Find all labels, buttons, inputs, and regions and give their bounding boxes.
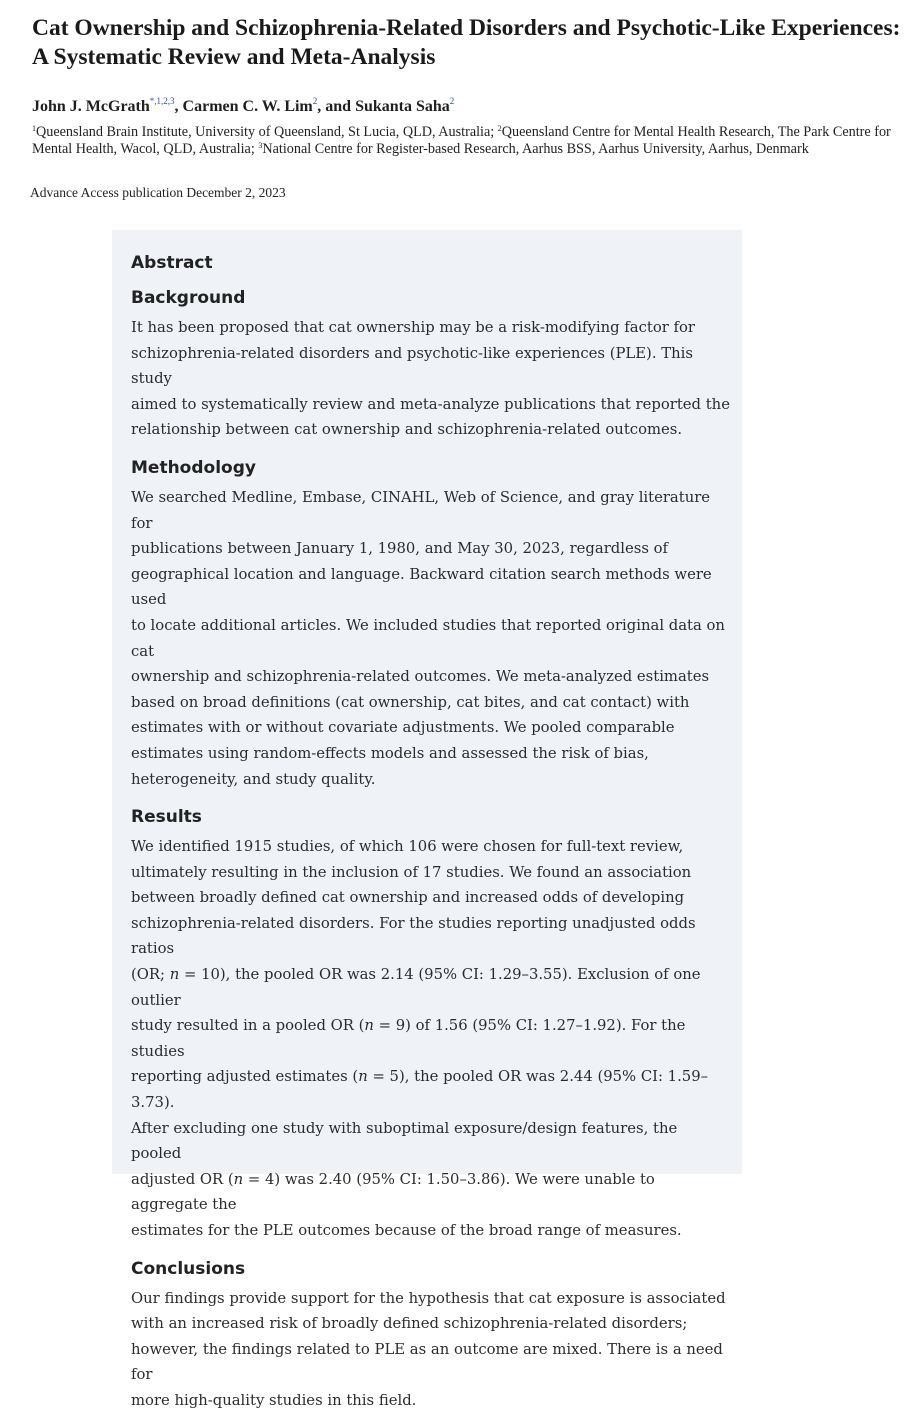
section-heading-conclusions: Conclusions [131,1258,246,1279]
section-heading-methodology: Methodology [131,457,256,478]
abstract-line: to locate additional articles. We included studies that reported original data on cat [131,616,725,660]
abstract-line: ultimately resulting in the inclusion of 17 studies. We found an association [131,863,692,881]
abstract-line: schizophrenia-related disorders. For the studies reporting unadjusted odds ratios [131,914,696,958]
abstract-line: based on broad definitions (cat ownership, cat bites, and cat contact) with [131,693,690,711]
abstract-content [131,250,731,1426]
abstract-line: estimates with or without covariate adjustments. We pooled comparable [131,719,675,737]
author-name: Sukanta Saha [355,98,450,115]
abstract-line: Our findings provide support for the hypothesis that cat exposure is associated [131,1289,726,1307]
abstract-line: relationship between cat ownership and schizophrenia-related outcomes. [131,421,683,439]
abstract-line: estimates for the PLE outcomes because of the broad range of measures. [131,1222,682,1239]
author-name: John J. McGrath [32,98,150,115]
abstract-line: ownership and schizophrenia-related outcomes. We meta-analyzed estimates [131,668,710,686]
abstract-line: aimed to systematically review and meta-analyze publications that reported the [131,395,730,413]
abstract-line: (OR; n = 10), the pooled OR was 2.14 (95% CI: 1.29–3.55). Exclusion of one outlier [131,966,701,1009]
section-body-methodology [131,485,731,792]
affiliation-ref-link[interactable]: 2 [312,96,318,106]
affiliations [32,124,892,158]
abstract-line: We searched Medline, Embase, CINAHL, Web of Science, and gray literature for [131,488,711,532]
abstract-line: however, the findings related to PLE as an outcome are mixed. There is a need for [131,1340,723,1384]
abstract-line: heterogeneity, and study quality. [131,770,376,788]
abstract-line: with an increased risk of broadly defined schizophrenia-related disorders; [131,1315,688,1333]
abstract-panel [112,230,742,1409]
affiliation-ref-link[interactable]: *,1,2,3 [149,96,175,106]
article-header [32,14,902,158]
affiliation-number: 1 [32,124,36,133]
abstract-heading: Abstract [131,253,213,273]
abstract-line: more high-quality studies in this field. [131,1391,417,1409]
abstract-line: schizophrenia-related disorders and psychotic-like experiences (PLE). This study [131,344,693,388]
author-name: Carmen C. W. Lim [182,98,313,115]
affiliation-number: 3 [258,140,263,150]
abstract-line: publications between January 1, 1980, and May 30, 2023, regardless of [131,540,669,558]
abstract-line: After excluding one study with suboptimal exposure/design features, the pooled [131,1119,678,1163]
author-list [32,97,902,117]
section-heading-results: Results [131,807,202,828]
abstract-line: between broadly defined cat ownership and increased odds of developing [131,889,685,907]
abstract-line: adjusted OR (n = 4) was 2.40 (95% CI: 1.50–3.86). We were unable to aggregate the [131,1170,655,1214]
section-heading-background: Background [131,288,246,308]
affiliation-text: Queensland Centre for Mental Health Research, The Park Centre for Mental Health, Wacol, QLD, Australia; [32,124,891,157]
affiliation-number: 2 [497,124,502,133]
section-body-conclusions [131,1286,731,1414]
section-body-results [131,834,731,1244]
article-title: Cat Ownership and Schizophrenia-Related Disorders and Psychotic-Like Experiences: A Systematic Review and Meta-Analysis [32,15,901,70]
abstract-line: study resulted in a pooled OR (n = 9) of 1.56 (95% CI: 1.27–1.92). For the studies [131,1017,686,1060]
affiliation-text: National Centre for Register-based Research, Aarhus BSS, Aarhus University, Aarhus, Denmark [262,140,809,157]
author-separator: , [174,98,183,115]
affiliation-ref-link[interactable]: 2 [449,96,455,106]
section-body-background [131,315,731,443]
abstract-line: reporting adjusted estimates (n = 5), the pooled OR was 2.44 (95% CI: 1.59–3.73). [131,1068,709,1112]
abstract-line: geographical location and language. Backward citation search methods were used [131,565,712,609]
affiliation-text: Queensland Brain Institute, University of Queensland, St Lucia, QLD, Australia; [36,124,498,140]
abstract-line: estimates using random-effects models and assessed the risk of bias, [131,744,649,762]
abstract-line: We identified 1915 studies, of which 106 were chosen for full-text review, [131,838,684,856]
publication-date: Advance Access publication December 2, 2023 [30,185,286,200]
abstract-line: It has been proposed that cat ownership may be a risk-modifying factor for [131,319,695,336]
author-separator: , and [317,98,356,115]
